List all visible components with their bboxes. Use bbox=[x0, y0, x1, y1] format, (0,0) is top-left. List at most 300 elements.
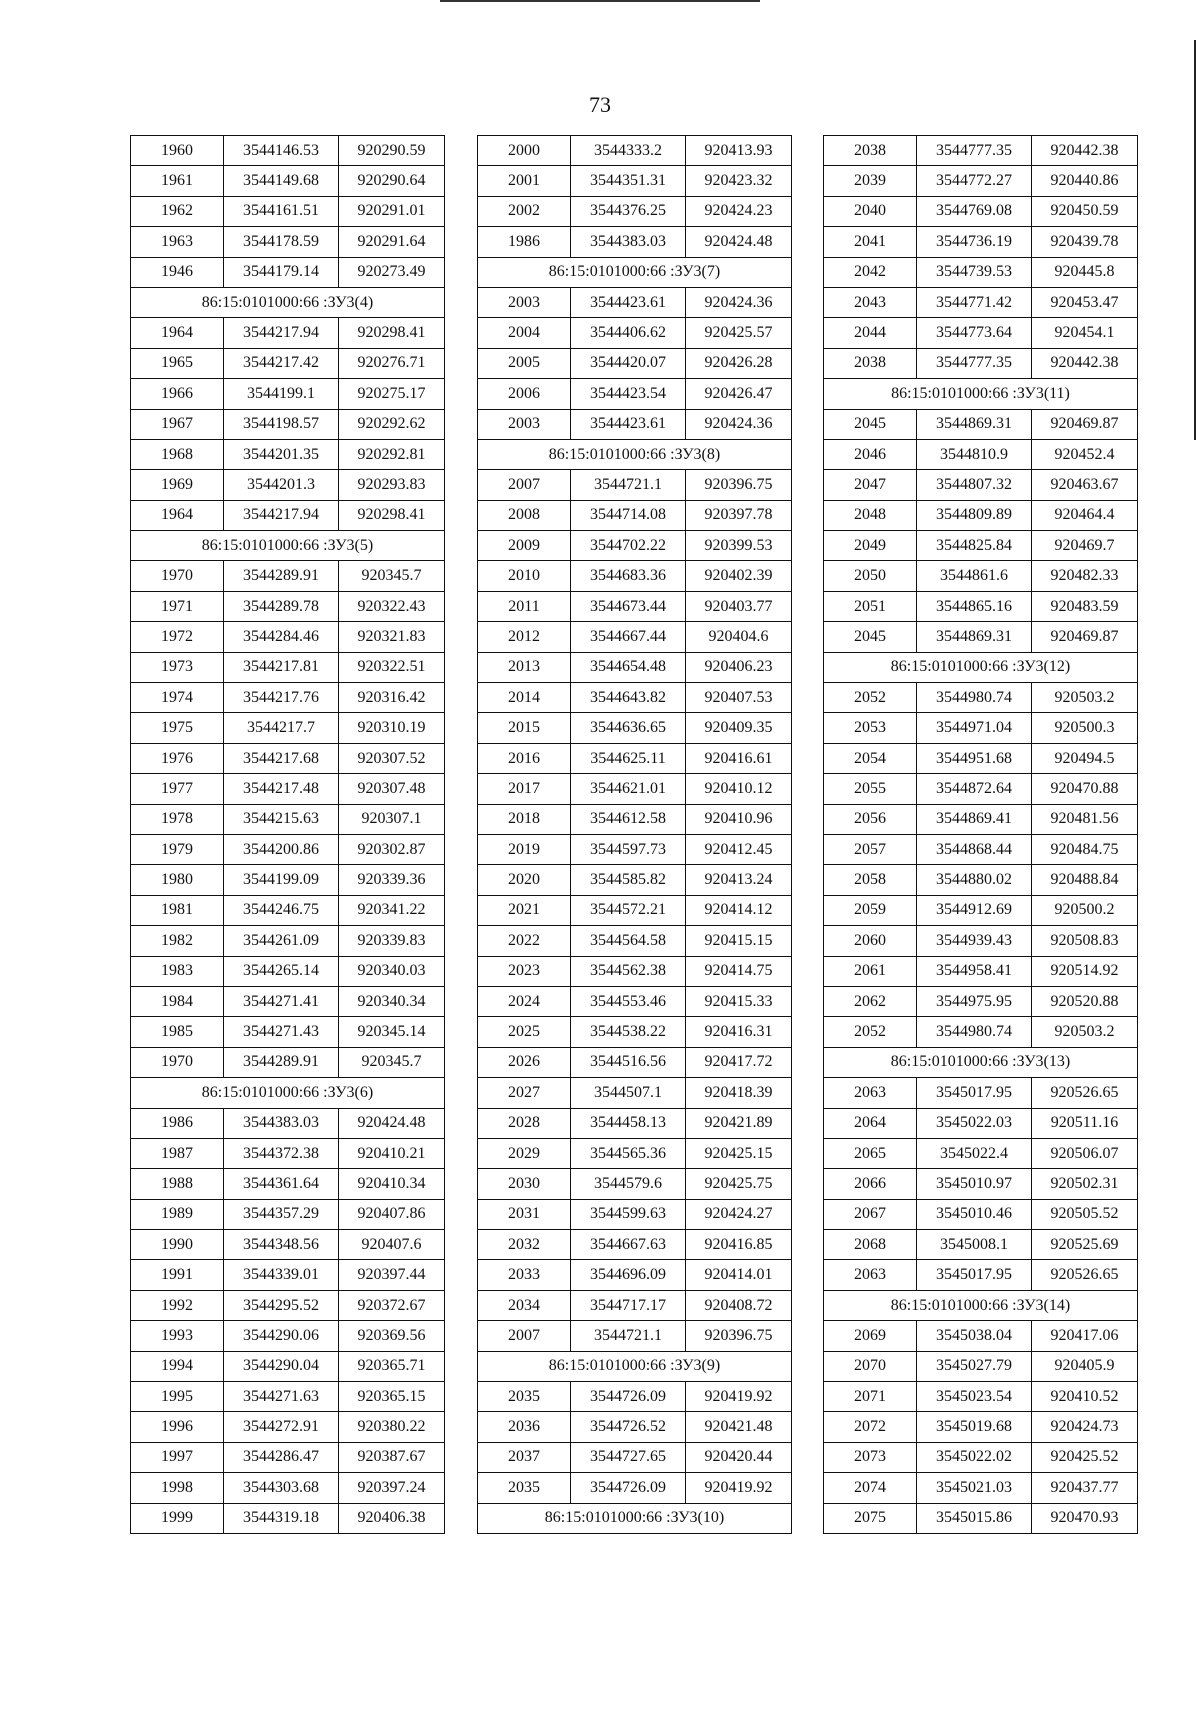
y-coordinate-cell: 920322.43 bbox=[339, 591, 445, 621]
x-coordinate-cell: 3544423.54 bbox=[571, 379, 686, 409]
point-number-cell: 2054 bbox=[824, 743, 917, 773]
y-coordinate-cell: 920500.2 bbox=[1032, 895, 1138, 925]
coordinates-table-body bbox=[478, 136, 792, 1534]
table-row bbox=[824, 136, 1138, 166]
x-coordinate-cell: 3544348.56 bbox=[224, 1230, 339, 1260]
point-number-cell: 2003 bbox=[478, 409, 571, 439]
table-row bbox=[131, 1199, 445, 1229]
y-coordinate-cell: 920397.24 bbox=[339, 1473, 445, 1503]
x-coordinate-cell: 3544869.41 bbox=[917, 804, 1032, 834]
table-row bbox=[824, 1230, 1138, 1260]
point-number-cell: 2073 bbox=[824, 1442, 917, 1472]
y-coordinate-cell: 920470.88 bbox=[1032, 774, 1138, 804]
point-number-cell: 1986 bbox=[131, 1108, 224, 1138]
point-number-cell: 2075 bbox=[824, 1503, 917, 1533]
x-coordinate-cell: 3544625.11 bbox=[571, 743, 686, 773]
table-row bbox=[131, 591, 445, 621]
x-coordinate-cell: 3544265.14 bbox=[224, 956, 339, 986]
x-coordinate-cell: 3545027.79 bbox=[917, 1351, 1032, 1381]
parcel-cadastral-number: 86:15:0101000:66 :ЗУ3(5) bbox=[131, 531, 445, 561]
y-coordinate-cell: 920424.27 bbox=[686, 1199, 792, 1229]
point-number-cell: 2060 bbox=[824, 926, 917, 956]
point-number-cell: 2007 bbox=[478, 470, 571, 500]
point-number-cell: 2034 bbox=[478, 1290, 571, 1320]
point-number-cell: 2035 bbox=[478, 1382, 571, 1412]
x-coordinate-cell: 3544861.6 bbox=[917, 561, 1032, 591]
point-number-cell: 1984 bbox=[131, 986, 224, 1016]
table-row bbox=[131, 774, 445, 804]
point-number-cell: 2021 bbox=[478, 895, 571, 925]
y-coordinate-cell: 920307.52 bbox=[339, 743, 445, 773]
table-row bbox=[478, 1290, 792, 1320]
x-coordinate-cell: 3544869.31 bbox=[917, 409, 1032, 439]
table-row bbox=[824, 804, 1138, 834]
x-coordinate-cell: 3544161.51 bbox=[224, 196, 339, 226]
x-coordinate-cell: 3545015.86 bbox=[917, 1503, 1032, 1533]
x-coordinate-cell: 3544217.94 bbox=[224, 318, 339, 348]
x-coordinate-cell: 3544807.32 bbox=[917, 470, 1032, 500]
point-number-cell: 2038 bbox=[824, 348, 917, 378]
table-row bbox=[824, 1017, 1138, 1047]
table-row bbox=[131, 804, 445, 834]
point-number-cell: 2035 bbox=[478, 1473, 571, 1503]
x-coordinate-cell: 3544980.74 bbox=[917, 683, 1032, 713]
y-coordinate-cell: 920426.47 bbox=[686, 379, 792, 409]
table-row bbox=[131, 1138, 445, 1168]
x-coordinate-cell: 3544271.41 bbox=[224, 986, 339, 1016]
point-number-cell: 1988 bbox=[131, 1169, 224, 1199]
coordinates-table-1 bbox=[130, 135, 445, 1534]
point-number-cell: 2059 bbox=[824, 895, 917, 925]
point-number-cell: 1985 bbox=[131, 1017, 224, 1047]
parcel-header-row bbox=[478, 257, 792, 287]
point-number-cell: 1995 bbox=[131, 1382, 224, 1412]
y-coordinate-cell: 920340.34 bbox=[339, 986, 445, 1016]
x-coordinate-cell: 3544683.36 bbox=[571, 561, 686, 591]
table-row bbox=[478, 1230, 792, 1260]
x-coordinate-cell: 3544673.44 bbox=[571, 591, 686, 621]
y-coordinate-cell: 920339.83 bbox=[339, 926, 445, 956]
point-number-cell: 1968 bbox=[131, 439, 224, 469]
y-coordinate-cell: 920340.03 bbox=[339, 956, 445, 986]
y-coordinate-cell: 920424.36 bbox=[686, 287, 792, 317]
point-number-cell: 2036 bbox=[478, 1412, 571, 1442]
y-coordinate-cell: 920307.48 bbox=[339, 774, 445, 804]
point-number-cell: 2068 bbox=[824, 1230, 917, 1260]
y-coordinate-cell: 920413.93 bbox=[686, 136, 792, 166]
point-number-cell: 2019 bbox=[478, 834, 571, 864]
y-coordinate-cell: 920372.67 bbox=[339, 1290, 445, 1320]
table-row bbox=[824, 1199, 1138, 1229]
table-row bbox=[824, 1108, 1138, 1138]
table-row bbox=[824, 713, 1138, 743]
point-number-cell: 2003 bbox=[478, 287, 571, 317]
x-coordinate-cell: 3545022.03 bbox=[917, 1108, 1032, 1138]
y-coordinate-cell: 920407.6 bbox=[339, 1230, 445, 1260]
table-row bbox=[478, 743, 792, 773]
y-coordinate-cell: 920484.75 bbox=[1032, 834, 1138, 864]
y-coordinate-cell: 920408.72 bbox=[686, 1290, 792, 1320]
x-coordinate-cell: 3544726.52 bbox=[571, 1412, 686, 1442]
point-number-cell: 2050 bbox=[824, 561, 917, 591]
point-number-cell: 2023 bbox=[478, 956, 571, 986]
y-coordinate-cell: 920341.22 bbox=[339, 895, 445, 925]
table-row bbox=[478, 622, 792, 652]
table-row bbox=[131, 622, 445, 652]
x-coordinate-cell: 3544271.63 bbox=[224, 1382, 339, 1412]
parcel-cadastral-number: 86:15:0101000:66 :ЗУ3(12) bbox=[824, 652, 1138, 682]
coordinates-table-body bbox=[131, 136, 445, 1534]
table-row bbox=[131, 834, 445, 864]
table-row bbox=[478, 1260, 792, 1290]
x-coordinate-cell: 3545019.68 bbox=[917, 1412, 1032, 1442]
x-coordinate-cell: 3544739.53 bbox=[917, 257, 1032, 287]
x-coordinate-cell: 3544772.27 bbox=[917, 166, 1032, 196]
y-coordinate-cell: 920322.51 bbox=[339, 652, 445, 682]
y-coordinate-cell: 920454.1 bbox=[1032, 318, 1138, 348]
x-coordinate-cell: 3544721.1 bbox=[571, 470, 686, 500]
x-coordinate-cell: 3544290.04 bbox=[224, 1351, 339, 1381]
x-coordinate-cell: 3544714.08 bbox=[571, 500, 686, 530]
table-row bbox=[478, 470, 792, 500]
page-number: 73 bbox=[589, 92, 611, 117]
x-coordinate-cell: 3544667.63 bbox=[571, 1230, 686, 1260]
point-number-cell: 2040 bbox=[824, 196, 917, 226]
x-coordinate-cell: 3544880.02 bbox=[917, 865, 1032, 895]
x-coordinate-cell: 3545022.02 bbox=[917, 1442, 1032, 1472]
x-coordinate-cell: 3544286.47 bbox=[224, 1442, 339, 1472]
x-coordinate-cell: 3544406.62 bbox=[571, 318, 686, 348]
point-number-cell: 2009 bbox=[478, 531, 571, 561]
table-row bbox=[131, 865, 445, 895]
table-row bbox=[131, 1260, 445, 1290]
y-coordinate-cell: 920410.96 bbox=[686, 804, 792, 834]
y-coordinate-cell: 920453.47 bbox=[1032, 287, 1138, 317]
y-coordinate-cell: 920416.85 bbox=[686, 1230, 792, 1260]
y-coordinate-cell: 920419.92 bbox=[686, 1473, 792, 1503]
point-number-cell: 1996 bbox=[131, 1412, 224, 1442]
x-coordinate-cell: 3544146.53 bbox=[224, 136, 339, 166]
y-coordinate-cell: 920526.65 bbox=[1032, 1078, 1138, 1108]
point-number-cell: 1983 bbox=[131, 956, 224, 986]
table-row bbox=[131, 1412, 445, 1442]
point-number-cell: 2039 bbox=[824, 166, 917, 196]
y-coordinate-cell: 920450.59 bbox=[1032, 196, 1138, 226]
parcel-cadastral-number: 86:15:0101000:66 :ЗУ3(14) bbox=[824, 1290, 1138, 1320]
point-number-cell: 2047 bbox=[824, 470, 917, 500]
x-coordinate-cell: 3544958.41 bbox=[917, 956, 1032, 986]
point-number-cell: 1991 bbox=[131, 1260, 224, 1290]
scan-edge-mark bbox=[440, 0, 760, 2]
x-coordinate-cell: 3544507.1 bbox=[571, 1078, 686, 1108]
table-row bbox=[131, 257, 445, 287]
y-coordinate-cell: 920292.81 bbox=[339, 439, 445, 469]
table-row bbox=[478, 1412, 792, 1442]
x-coordinate-cell: 3544939.43 bbox=[917, 926, 1032, 956]
y-coordinate-cell: 920414.75 bbox=[686, 956, 792, 986]
point-number-cell: 2072 bbox=[824, 1412, 917, 1442]
y-coordinate-cell: 920514.92 bbox=[1032, 956, 1138, 986]
table-row bbox=[478, 1321, 792, 1351]
x-coordinate-cell: 3544643.82 bbox=[571, 683, 686, 713]
y-coordinate-cell: 920409.35 bbox=[686, 713, 792, 743]
point-number-cell: 1990 bbox=[131, 1230, 224, 1260]
parcel-header-row bbox=[824, 1047, 1138, 1077]
y-coordinate-cell: 920416.31 bbox=[686, 1017, 792, 1047]
parcel-cadastral-number: 86:15:0101000:66 :ЗУ3(6) bbox=[131, 1078, 445, 1108]
parcel-cadastral-number: 86:15:0101000:66 :ЗУ3(8) bbox=[478, 439, 792, 469]
point-number-cell: 2063 bbox=[824, 1260, 917, 1290]
y-coordinate-cell: 920488.84 bbox=[1032, 865, 1138, 895]
coordinates-table-body bbox=[824, 136, 1138, 1534]
x-coordinate-cell: 3544217.76 bbox=[224, 683, 339, 713]
table-row bbox=[131, 743, 445, 773]
y-coordinate-cell: 920410.12 bbox=[686, 774, 792, 804]
point-number-cell: 2004 bbox=[478, 318, 571, 348]
table-row bbox=[131, 500, 445, 530]
table-row bbox=[824, 774, 1138, 804]
point-number-cell: 2049 bbox=[824, 531, 917, 561]
y-coordinate-cell: 920424.73 bbox=[1032, 1412, 1138, 1442]
table-row bbox=[131, 986, 445, 1016]
table-row bbox=[131, 683, 445, 713]
parcel-cadastral-number: 86:15:0101000:66 :ЗУ3(11) bbox=[824, 379, 1138, 409]
table-row bbox=[131, 379, 445, 409]
table-row bbox=[478, 895, 792, 925]
x-coordinate-cell: 3544217.48 bbox=[224, 774, 339, 804]
y-coordinate-cell: 920425.52 bbox=[1032, 1442, 1138, 1472]
x-coordinate-cell: 3544726.09 bbox=[571, 1382, 686, 1412]
parcel-header-row bbox=[824, 379, 1138, 409]
x-coordinate-cell: 3545022.4 bbox=[917, 1138, 1032, 1168]
y-coordinate-cell: 920307.1 bbox=[339, 804, 445, 834]
point-number-cell: 1964 bbox=[131, 318, 224, 348]
y-coordinate-cell: 920396.75 bbox=[686, 470, 792, 500]
point-number-cell: 1967 bbox=[131, 409, 224, 439]
table-row bbox=[824, 196, 1138, 226]
x-coordinate-cell: 3544372.38 bbox=[224, 1138, 339, 1168]
y-coordinate-cell: 920508.83 bbox=[1032, 926, 1138, 956]
x-coordinate-cell: 3544810.9 bbox=[917, 439, 1032, 469]
table-row bbox=[478, 652, 792, 682]
table-row bbox=[131, 1230, 445, 1260]
y-coordinate-cell: 920403.77 bbox=[686, 591, 792, 621]
y-coordinate-cell: 920417.06 bbox=[1032, 1321, 1138, 1351]
x-coordinate-cell: 3544351.31 bbox=[571, 166, 686, 196]
y-coordinate-cell: 920369.56 bbox=[339, 1321, 445, 1351]
x-coordinate-cell: 3544383.03 bbox=[224, 1108, 339, 1138]
x-coordinate-cell: 3544696.09 bbox=[571, 1260, 686, 1290]
x-coordinate-cell: 3544272.91 bbox=[224, 1412, 339, 1442]
x-coordinate-cell: 3545038.04 bbox=[917, 1321, 1032, 1351]
y-coordinate-cell: 920273.49 bbox=[339, 257, 445, 287]
y-coordinate-cell: 920406.38 bbox=[339, 1503, 445, 1533]
y-coordinate-cell: 920445.8 bbox=[1032, 257, 1138, 287]
table-row bbox=[131, 227, 445, 257]
table-row bbox=[824, 591, 1138, 621]
y-coordinate-cell: 920407.53 bbox=[686, 683, 792, 713]
table-row bbox=[478, 1382, 792, 1412]
point-number-cell: 2051 bbox=[824, 591, 917, 621]
point-number-cell: 1977 bbox=[131, 774, 224, 804]
x-coordinate-cell: 3544869.31 bbox=[917, 622, 1032, 652]
table-row bbox=[478, 136, 792, 166]
point-number-cell: 1987 bbox=[131, 1138, 224, 1168]
point-number-cell: 2014 bbox=[478, 683, 571, 713]
parcel-cadastral-number: 86:15:0101000:66 :ЗУ3(7) bbox=[478, 257, 792, 287]
point-number-cell: 1994 bbox=[131, 1351, 224, 1381]
point-number-cell: 1970 bbox=[131, 1047, 224, 1077]
y-coordinate-cell: 920406.23 bbox=[686, 652, 792, 682]
table-row bbox=[824, 439, 1138, 469]
x-coordinate-cell: 3545017.95 bbox=[917, 1260, 1032, 1290]
table-row bbox=[824, 986, 1138, 1016]
x-coordinate-cell: 3544612.58 bbox=[571, 804, 686, 834]
table-row bbox=[131, 136, 445, 166]
point-number-cell: 1962 bbox=[131, 196, 224, 226]
table-row bbox=[824, 1169, 1138, 1199]
y-coordinate-cell: 920399.53 bbox=[686, 531, 792, 561]
x-coordinate-cell: 3545008.1 bbox=[917, 1230, 1032, 1260]
point-number-cell: 1979 bbox=[131, 834, 224, 864]
table-row bbox=[131, 196, 445, 226]
x-coordinate-cell: 3544420.07 bbox=[571, 348, 686, 378]
x-coordinate-cell: 3544585.82 bbox=[571, 865, 686, 895]
x-coordinate-cell: 3544721.1 bbox=[571, 1321, 686, 1351]
point-number-cell: 2020 bbox=[478, 865, 571, 895]
x-coordinate-cell: 3544271.43 bbox=[224, 1017, 339, 1047]
y-coordinate-cell: 920505.52 bbox=[1032, 1199, 1138, 1229]
x-coordinate-cell: 3544289.78 bbox=[224, 591, 339, 621]
y-coordinate-cell: 920290.64 bbox=[339, 166, 445, 196]
table-row bbox=[131, 1473, 445, 1503]
y-coordinate-cell: 920402.39 bbox=[686, 561, 792, 591]
point-number-cell: 1993 bbox=[131, 1321, 224, 1351]
x-coordinate-cell: 3544777.35 bbox=[917, 348, 1032, 378]
point-number-cell: 1978 bbox=[131, 804, 224, 834]
point-number-cell: 1972 bbox=[131, 622, 224, 652]
point-number-cell: 2032 bbox=[478, 1230, 571, 1260]
point-number-cell: 1986 bbox=[478, 227, 571, 257]
point-number-cell: 2027 bbox=[478, 1078, 571, 1108]
x-coordinate-cell: 3544516.56 bbox=[571, 1047, 686, 1077]
point-number-cell: 1966 bbox=[131, 379, 224, 409]
y-coordinate-cell: 920470.93 bbox=[1032, 1503, 1138, 1533]
x-coordinate-cell: 3544597.73 bbox=[571, 834, 686, 864]
table-row bbox=[131, 956, 445, 986]
point-number-cell: 1964 bbox=[131, 500, 224, 530]
x-coordinate-cell: 3544423.61 bbox=[571, 409, 686, 439]
x-coordinate-cell: 3544246.75 bbox=[224, 895, 339, 925]
x-coordinate-cell: 3545017.95 bbox=[917, 1078, 1032, 1108]
y-coordinate-cell: 920339.36 bbox=[339, 865, 445, 895]
table-row bbox=[478, 531, 792, 561]
x-coordinate-cell: 3544199.09 bbox=[224, 865, 339, 895]
point-number-cell: 2038 bbox=[824, 136, 917, 166]
x-coordinate-cell: 3545010.97 bbox=[917, 1169, 1032, 1199]
point-number-cell: 2002 bbox=[478, 196, 571, 226]
y-coordinate-cell: 920397.78 bbox=[686, 500, 792, 530]
table-row bbox=[478, 774, 792, 804]
point-number-cell: 1975 bbox=[131, 713, 224, 743]
table-row bbox=[131, 1047, 445, 1077]
point-number-cell: 1973 bbox=[131, 652, 224, 682]
point-number-cell: 2017 bbox=[478, 774, 571, 804]
y-coordinate-cell: 920292.62 bbox=[339, 409, 445, 439]
table-row bbox=[478, 986, 792, 1016]
point-number-cell: 1970 bbox=[131, 561, 224, 591]
table-row bbox=[824, 926, 1138, 956]
y-coordinate-cell: 920424.48 bbox=[339, 1108, 445, 1138]
table-row bbox=[824, 1351, 1138, 1381]
point-number-cell: 2053 bbox=[824, 713, 917, 743]
table-row bbox=[478, 1108, 792, 1138]
point-number-cell: 2028 bbox=[478, 1108, 571, 1138]
y-coordinate-cell: 920526.65 bbox=[1032, 1260, 1138, 1290]
table-row bbox=[824, 1442, 1138, 1472]
table-row bbox=[824, 561, 1138, 591]
x-coordinate-cell: 3544667.44 bbox=[571, 622, 686, 652]
y-coordinate-cell: 920425.75 bbox=[686, 1169, 792, 1199]
table-row bbox=[131, 713, 445, 743]
y-coordinate-cell: 920345.14 bbox=[339, 1017, 445, 1047]
point-number-cell: 2046 bbox=[824, 439, 917, 469]
point-number-cell: 2018 bbox=[478, 804, 571, 834]
x-coordinate-cell: 3544179.14 bbox=[224, 257, 339, 287]
point-number-cell: 2055 bbox=[824, 774, 917, 804]
x-coordinate-cell: 3544458.13 bbox=[571, 1108, 686, 1138]
table-row bbox=[131, 318, 445, 348]
point-number-cell: 2013 bbox=[478, 652, 571, 682]
point-number-cell: 2062 bbox=[824, 986, 917, 1016]
x-coordinate-cell: 3544564.58 bbox=[571, 926, 686, 956]
x-coordinate-cell: 3544199.1 bbox=[224, 379, 339, 409]
y-coordinate-cell: 920418.39 bbox=[686, 1078, 792, 1108]
table-row bbox=[478, 287, 792, 317]
point-number-cell: 2056 bbox=[824, 804, 917, 834]
table-row bbox=[478, 1442, 792, 1472]
y-coordinate-cell: 920421.48 bbox=[686, 1412, 792, 1442]
table-row bbox=[131, 1351, 445, 1381]
point-number-cell: 2065 bbox=[824, 1138, 917, 1168]
x-coordinate-cell: 3544215.63 bbox=[224, 804, 339, 834]
table-row bbox=[824, 531, 1138, 561]
table-row bbox=[824, 1412, 1138, 1442]
y-coordinate-cell: 920415.33 bbox=[686, 986, 792, 1016]
x-coordinate-cell: 3544376.25 bbox=[571, 196, 686, 226]
table-row bbox=[131, 1108, 445, 1138]
point-number-cell: 2025 bbox=[478, 1017, 571, 1047]
point-number-cell: 2026 bbox=[478, 1047, 571, 1077]
table-row bbox=[824, 409, 1138, 439]
x-coordinate-cell: 3544809.89 bbox=[917, 500, 1032, 530]
point-number-cell: 1971 bbox=[131, 591, 224, 621]
table-row bbox=[478, 865, 792, 895]
y-coordinate-cell: 920506.07 bbox=[1032, 1138, 1138, 1168]
point-number-cell: 2048 bbox=[824, 500, 917, 530]
table-row bbox=[131, 1290, 445, 1320]
x-coordinate-cell: 3544975.95 bbox=[917, 986, 1032, 1016]
x-coordinate-cell: 3544727.65 bbox=[571, 1442, 686, 1472]
x-coordinate-cell: 3544825.84 bbox=[917, 531, 1032, 561]
table-row bbox=[824, 287, 1138, 317]
table-row bbox=[478, 834, 792, 864]
x-coordinate-cell: 3544289.91 bbox=[224, 561, 339, 591]
x-coordinate-cell: 3544736.19 bbox=[917, 227, 1032, 257]
y-coordinate-cell: 920404.6 bbox=[686, 622, 792, 652]
point-number-cell: 1976 bbox=[131, 743, 224, 773]
y-coordinate-cell: 920387.67 bbox=[339, 1442, 445, 1472]
